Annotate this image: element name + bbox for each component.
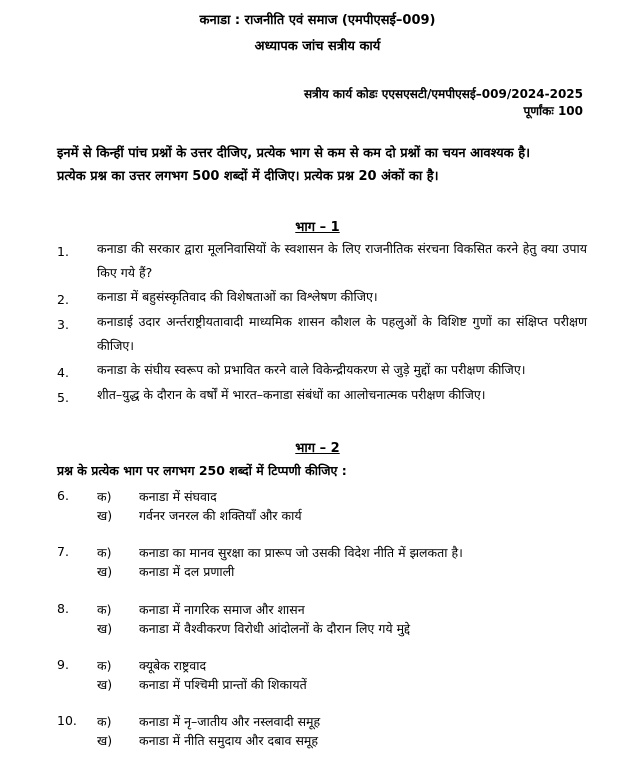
question-number: 1. [57,244,69,259]
sub-question-text: कनाडा में नीति समुदाय और दबाव समूह [139,733,319,748]
sub-question-text: कनाडा का मानव सुरक्षा का प्रारूप जो उसकी विदेश नीति में झलकता है। [139,545,463,560]
sub-question-text: कनाडा में दल प्रणाली [139,564,235,579]
part-1-heading: भाग – 1 [295,220,340,235]
assignment-subtitle: अध्यापक जांच सत्रीय कार्य [254,39,381,54]
sub-question-text: कनाडा में संघवाद [139,489,217,504]
sub-question-label: क) [97,489,112,504]
course-title: कनाडा : राजनीति एवं समाज (एमपीएसई–009) [199,13,436,28]
sub-question-label: ख) [97,621,113,636]
sub-question-label: ख) [97,733,113,748]
part-2-note: प्रश्न के प्रत्येक भाग पर लगभग 250 शब्दों में टिप्पणी कीजिए : [57,463,347,478]
sub-question-text: कनाडा में वैश्वीकरण विरोधी आंदोलनों के दौरान लिए गये मुद्दे [139,621,411,636]
sub-question-label: क) [97,714,112,729]
question-text: कनाडा में बहुसंस्कृतिवाद की विशेषताओं का विश्लेषण कीजिए। [97,289,378,304]
instruction-line-2: प्रत्येक प्रश्न का उत्तर लगभग 500 शब्दों में दीजिए। प्रत्येक प्रश्न 20 अंकों का है। [57,169,439,184]
question-number: 3. [57,317,69,332]
question-number: 6. [57,488,69,503]
question-number: 9. [57,657,69,672]
sub-question-label: ख) [97,677,113,692]
question-number: 5. [57,390,69,405]
question-text: कनाडा के संघीय स्वरूप को प्रभावित करने वाले विकेन्द्रीयकरण से जुड़े मुद्दों का परीक्षण कीजिए। [97,362,526,377]
sub-question-text: कनाडा में नृ–जातीय और नस्लवादी समूह [139,714,321,729]
part-2-heading: भाग – 2 [295,441,340,456]
sub-question-text: क्यूबेक राष्ट्रवाद [139,658,207,673]
sub-question-label: ख) [97,564,113,579]
question-text: कनाडा की सरकार द्वारा मूलनिवासियों के स्वशासन के लिए राजनीतिक संरचना विकसित करने हेतु क्या उपाय किए गये हैं? [97,241,587,280]
sub-question-text: कनाडा में नागरिक समाज और शासन [139,602,305,617]
question-number: 4. [57,365,69,380]
sub-question-text: कनाडा में पश्चिमी प्रान्तों की शिकायतें [139,677,307,692]
question-number: 2. [57,292,69,307]
question-text: शीत–युद्ध के दौरान के वर्षों में भारत–कनाडा संबंधों का आलोचनात्मक परीक्षण कीजिए। [97,387,486,402]
sub-question-label: क) [97,545,112,560]
sub-question-label: ख) [97,508,113,523]
max-marks: पूर्णांकः 100 [523,104,583,118]
question-number: 8. [57,601,69,616]
sub-question-text: गर्वनर जनरल की शक्तियाँ और कार्य [139,508,302,523]
assignment-code: सत्रीय कार्य कोडः एएसएसटी/एमपीएसई–009/2024-2025 [303,87,583,101]
instruction-line-1: इनमें से किन्हीं पांच प्रश्नों के उत्तर दीजिए, प्रत्येक भाग से कम से कम दो प्रश्नों का चयन आवश्यक है। [57,146,531,161]
sub-question-label: क) [97,658,112,673]
question-number: 7. [57,544,69,559]
question-text: कनाडाई उदार अर्न्तराष्ट्रीयतावादी माध्यमिक शासन कौशल के पहलुओं के विशिष्ट गुणों का संक्षिप्त परीक्षण कीजिए। [97,314,587,353]
question-number: 10. [57,713,77,728]
sub-question-label: क) [97,602,112,617]
